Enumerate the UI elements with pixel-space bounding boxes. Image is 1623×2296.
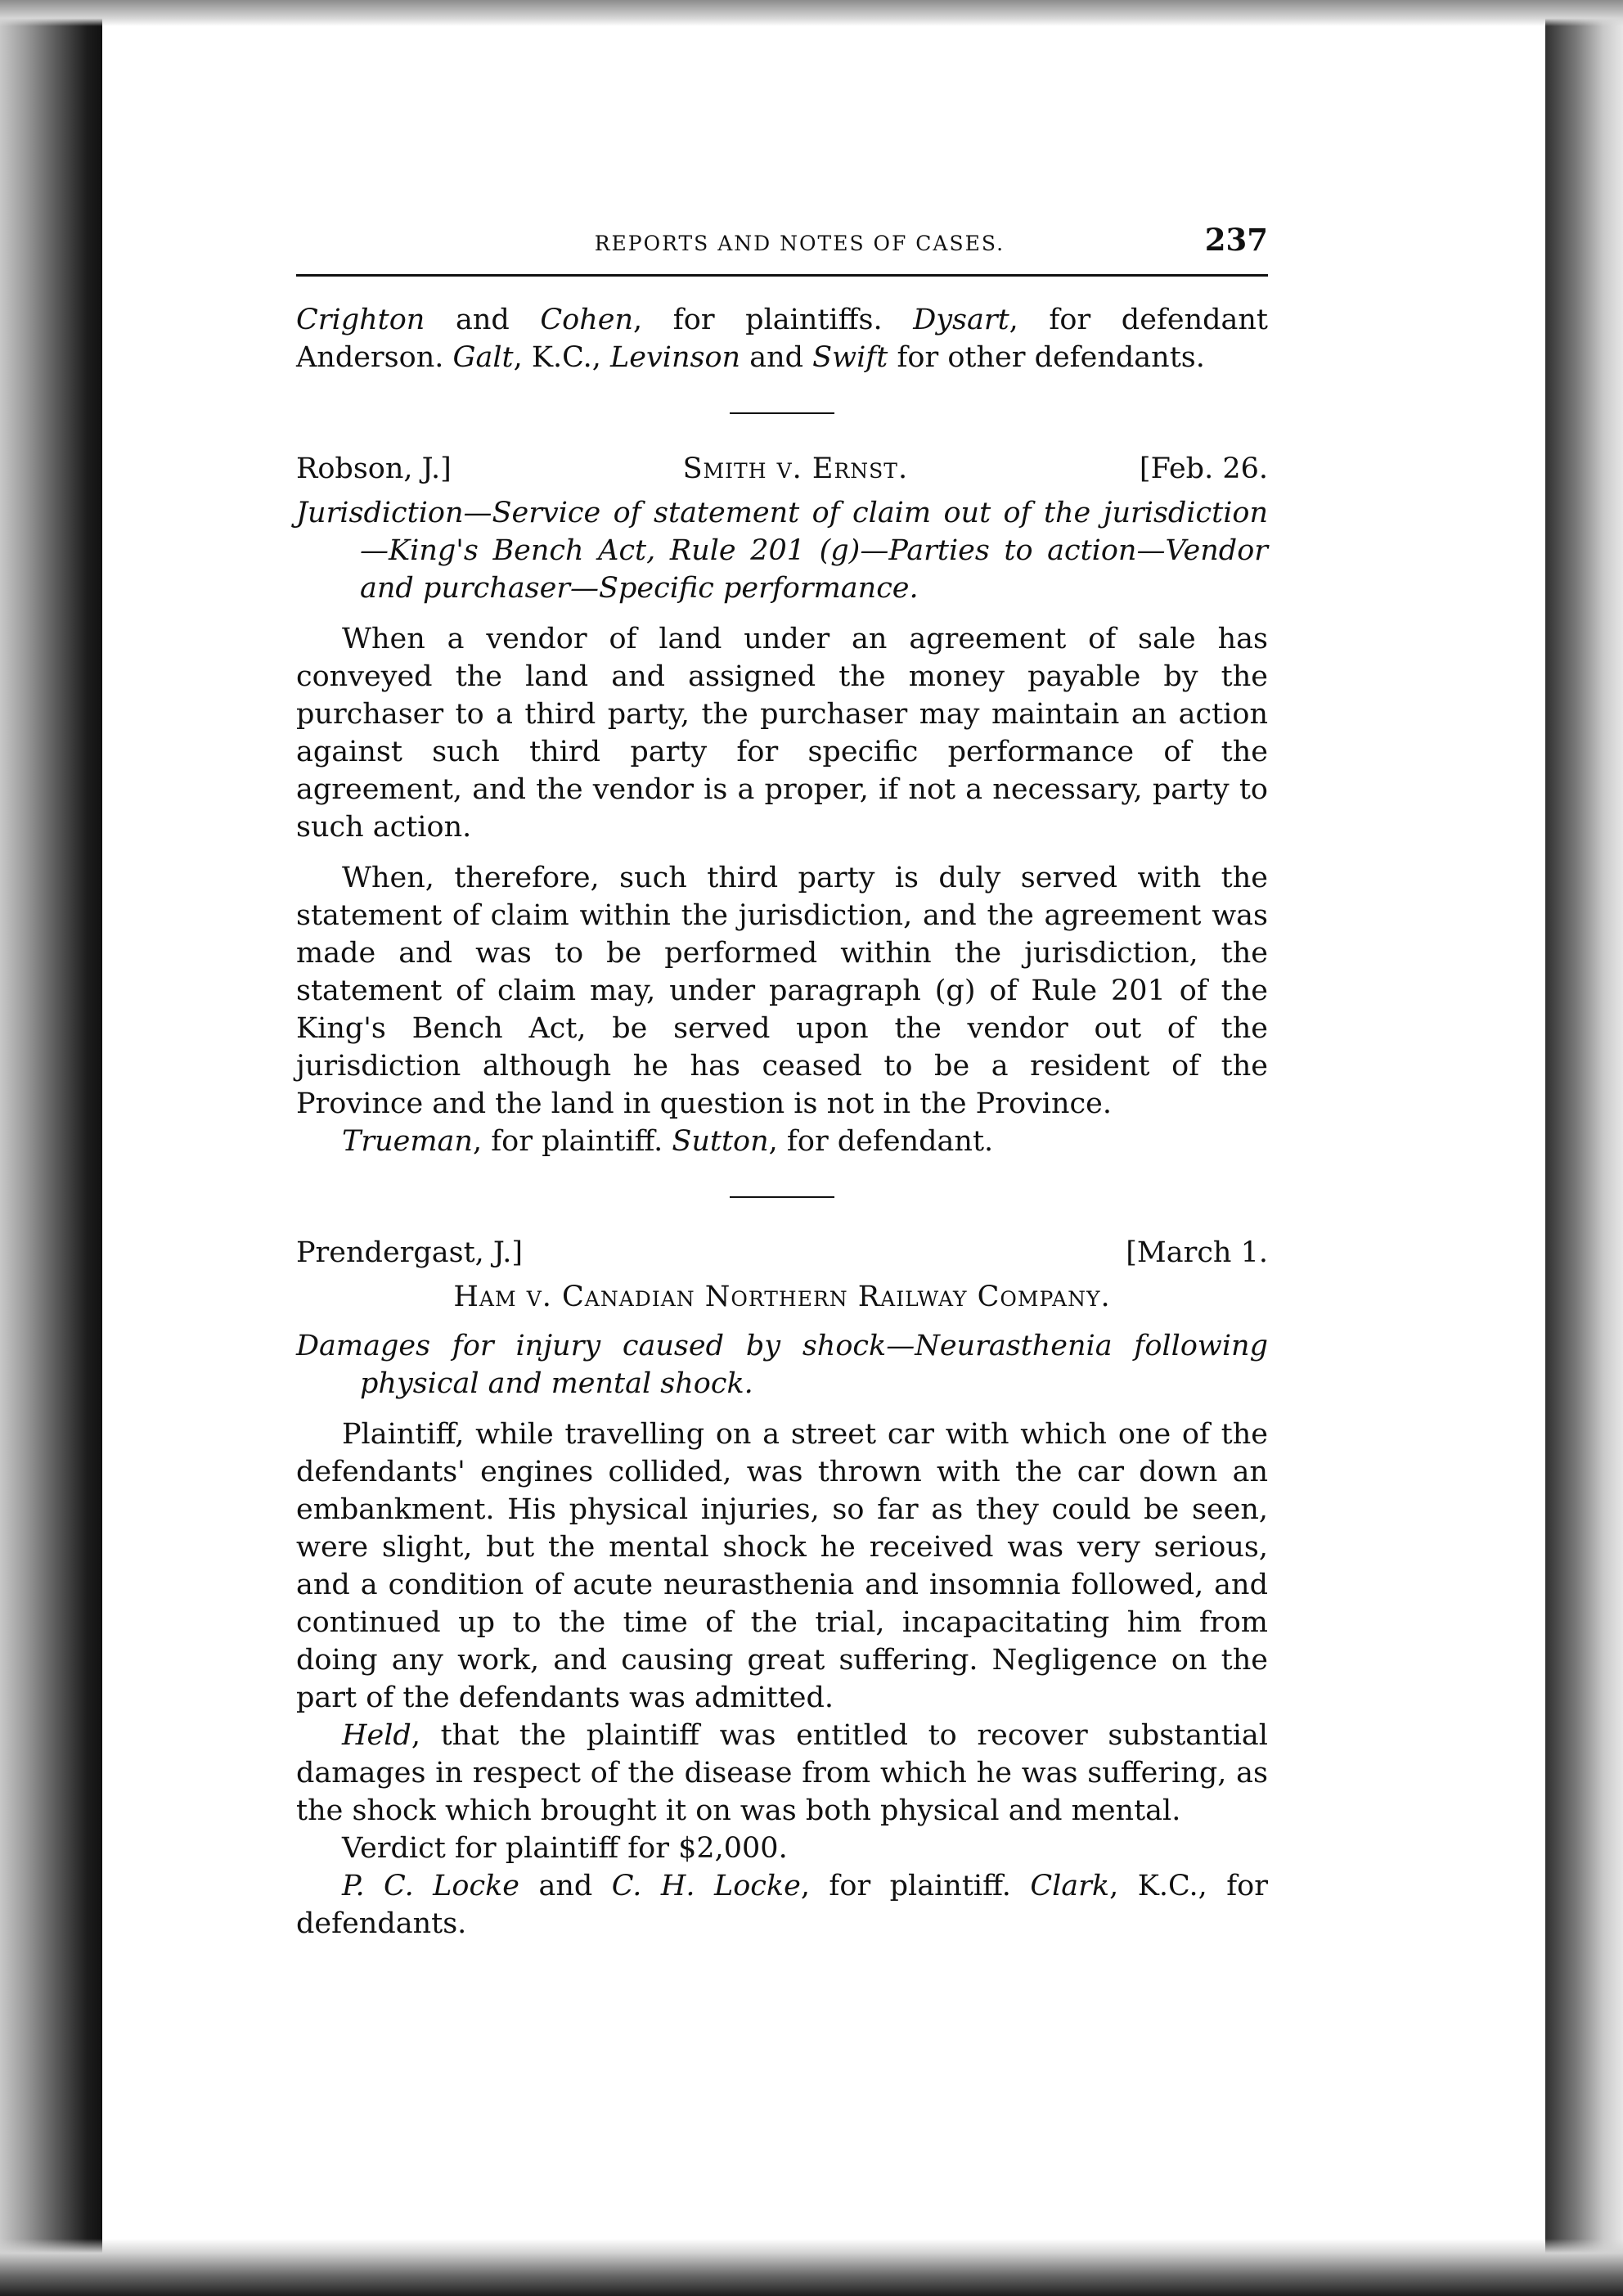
running-title: REPORTS AND NOTES OF CASES. <box>594 232 1005 255</box>
prev-case-counsel <box>296 301 1268 376</box>
case-title: Ham v. Canadian Northern Railway Company. <box>453 1281 1111 1313</box>
counsel-name: Trueman <box>342 1125 473 1158</box>
case-paragraph: When, therefore, such third party is duly served with the statement of claim within the jurisdiction, and the agreement was made and was to be performed within the jurisdiction, the statement of claim may, under paragraph (g) of Rule 201 of the King's Bench Act, be served upon the vendor out of the jurisdiction although he has ceased to be a resident of the Province and the land in question is not in the Province. <box>296 862 1268 1120</box>
case-judge: Robson, J.] <box>296 452 452 485</box>
counsel-name: Crighton <box>296 304 425 336</box>
case-title: Smith v. Ernst. <box>682 452 909 485</box>
counsel-name: Galt <box>452 341 514 374</box>
section-divider <box>730 1196 834 1198</box>
counsel-text: , K.C., <box>513 341 611 374</box>
case-paragraph: When a vendor of land under an agreement of sale has conveyed the land and assigned the money payable by the purchaser to a third party, the purchaser may maintain an action against such third party for specific performance of the agreement, and the vendor is a proper, if not a necessary, party to such action. <box>296 623 1268 844</box>
case-heading <box>296 1234 1268 1272</box>
counsel-text: and <box>740 341 813 374</box>
counsel-text: , for plaintiff. <box>472 1125 672 1158</box>
page-number: 237 <box>1204 222 1268 258</box>
case-judge: Prendergast, J.] <box>296 1236 524 1269</box>
counsel-text: , K.C., for defendants. <box>296 1870 1268 1940</box>
counsel-name: Dysart <box>913 304 1009 336</box>
case-headnote: Damages for injury caused by shock—Neurasthenia following physical and mental shock. <box>296 1330 1268 1400</box>
case-date: [March 1. <box>1126 1236 1268 1269</box>
case-holding <box>296 1717 1268 1830</box>
scan-edge-top <box>0 0 1623 26</box>
counsel-text: and <box>519 1870 612 1902</box>
counsel-text: , for plaintiffs. <box>633 304 914 336</box>
scan-edge-bottom <box>0 2239 1623 2296</box>
case-counsel <box>296 1123 1268 1160</box>
running-head <box>296 221 1268 277</box>
counsel-text: , for defendant Anderson. <box>296 304 1268 374</box>
case-date: [Feb. 26. <box>1139 452 1268 485</box>
counsel-name: P. C. Locke <box>342 1870 520 1902</box>
counsel-name: Sutton <box>672 1125 769 1158</box>
counsel-name: Clark <box>1030 1870 1110 1902</box>
case-counsel <box>296 1867 1268 1943</box>
held-text: , that the plaintiff was entitled to recover substantial damages in respect of the disease from which he was suffering, as the shock which brought it on was both physical and mental. <box>296 1719 1268 1827</box>
case-paragraph: Plaintiff, while travelling on a street car with which one of the defendants' engines collided, was thrown with the car down an embankment. His physical injuries, so far as they could be seen, were slight, but the mental shock he received was very serious, and a condition of acute neurasthenia and insomnia followed, and continued up to the time of the trial, incapacitating him from doing any work, and causing great suffering. Negligence on the part of the defendants was admitted. <box>296 1418 1268 1714</box>
scan-edge-right <box>1545 0 1623 2296</box>
case-heading <box>296 450 1268 488</box>
scan-edge-left <box>0 0 102 2296</box>
section-divider <box>730 412 834 414</box>
counsel-text: , for defendant. <box>768 1125 994 1158</box>
page-body <box>296 221 1268 1943</box>
counsel-text: , for plaintiff. <box>800 1870 1031 1902</box>
held-word: Held <box>342 1719 411 1752</box>
counsel-name: C. H. Locke <box>611 1870 801 1902</box>
counsel-name: Swift <box>812 341 888 374</box>
case-headnote: Jurisdiction—Service of statement of claim out of the jurisdiction—King's Bench Act, Rule 201 (g)—Parties to action—Vendor and purchaser—Specific performance. <box>296 497 1268 605</box>
counsel-text: and <box>425 304 541 336</box>
counsel-text: for other defendants. <box>888 341 1205 374</box>
counsel-name: Levinson <box>610 341 741 374</box>
counsel-name: Cohen <box>540 304 634 336</box>
case-verdict: Verdict for plaintiff for $2,000. <box>342 1832 788 1865</box>
